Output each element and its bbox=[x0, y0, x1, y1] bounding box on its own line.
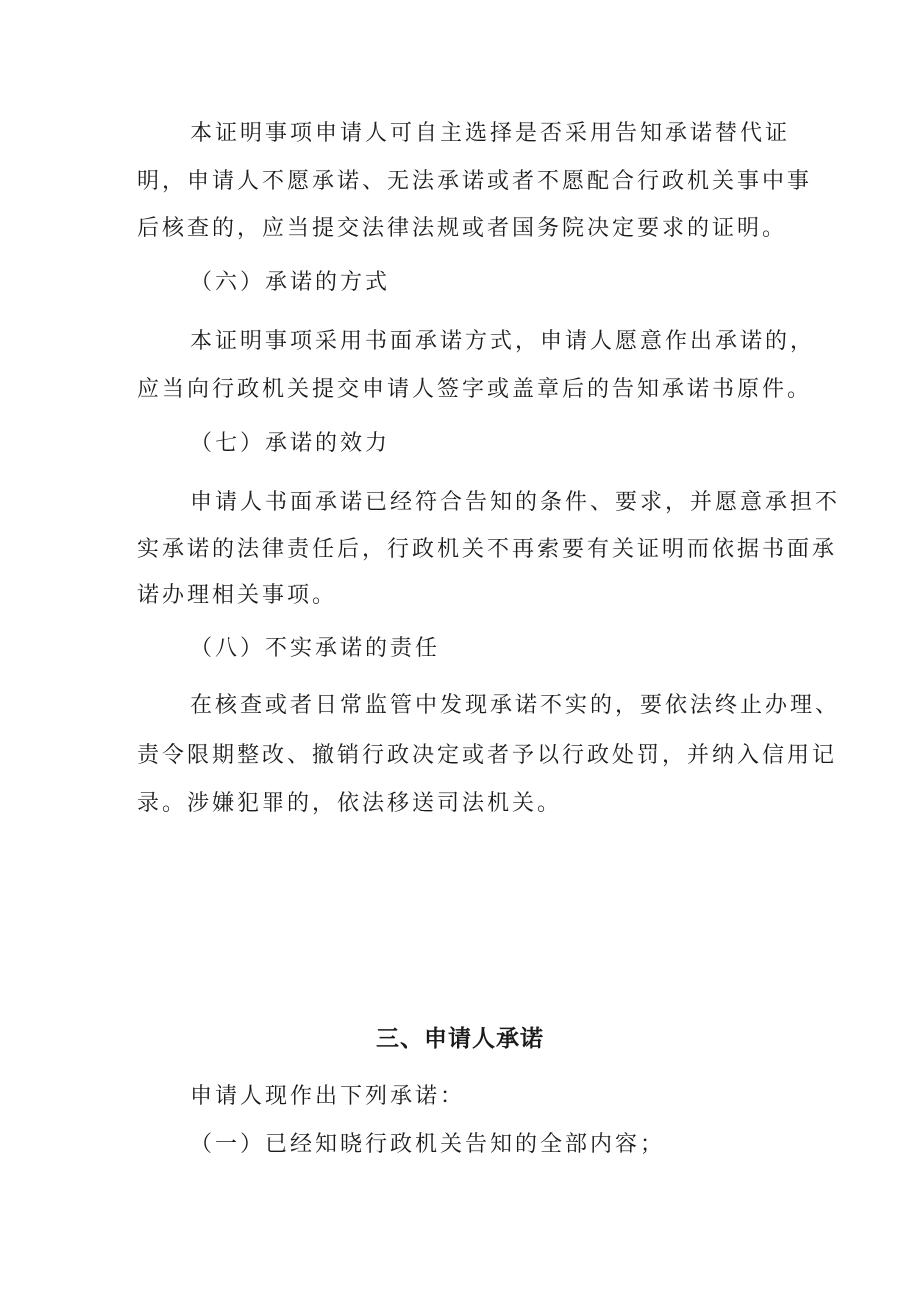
heading-false-commitment-liability: （八）不实承诺的责任 bbox=[190, 636, 441, 661]
section-3-item-1: （一）已经知晓行政机关告知的全部内容； bbox=[190, 1132, 666, 1157]
heading-commitment-method: （六）承诺的方式 bbox=[190, 270, 391, 295]
paragraph-3-line-2: 实承诺的法律责任后，行政机关不再索要有关证明而依据书面承 bbox=[137, 537, 838, 562]
section-3-intro: 申请人现作出下列承诺： bbox=[190, 1084, 466, 1109]
paragraph-3-line-3: 诺办理相关事项。 bbox=[137, 583, 338, 608]
paragraph-4-line-1: 在核查或者日常监管中发现承诺不实的，要依法终止办理、 bbox=[190, 693, 841, 718]
paragraph-4-line-3: 录。涉嫌犯罪的，依法移送司法机关。 bbox=[137, 791, 563, 816]
heading-commitment-effect: （七）承诺的效力 bbox=[190, 431, 391, 456]
paragraph-3-line-1: 申请人书面承诺已经符合告知的条件、要求，并愿意承担不 bbox=[190, 490, 841, 515]
paragraph-2-line-2: 应当向行政机关提交申请人签字或盖章后的告知承诺书原件。 bbox=[137, 377, 813, 402]
paragraph-1-line-2: 明，申请人不愿承诺、无法承诺或者不愿配合行政机关事中事 bbox=[137, 169, 813, 194]
section-title-applicant-commitment: 三、申请人承诺 bbox=[376, 1026, 544, 1052]
paragraph-4-line-2: 责令限期整改、撤销行政决定或者予以行政处罚，并纳入信用记 bbox=[137, 743, 838, 768]
paragraph-2-line-1: 本证明事项采用书面承诺方式，申请人愿意作出承诺的， bbox=[190, 329, 816, 354]
paragraph-1-line-3: 后核查的，应当提交法律法规或者国务院决定要求的证明。 bbox=[137, 216, 788, 241]
paragraph-1-line-1: 本证明事项申请人可自主选择是否采用告知承诺替代证 bbox=[190, 121, 791, 146]
